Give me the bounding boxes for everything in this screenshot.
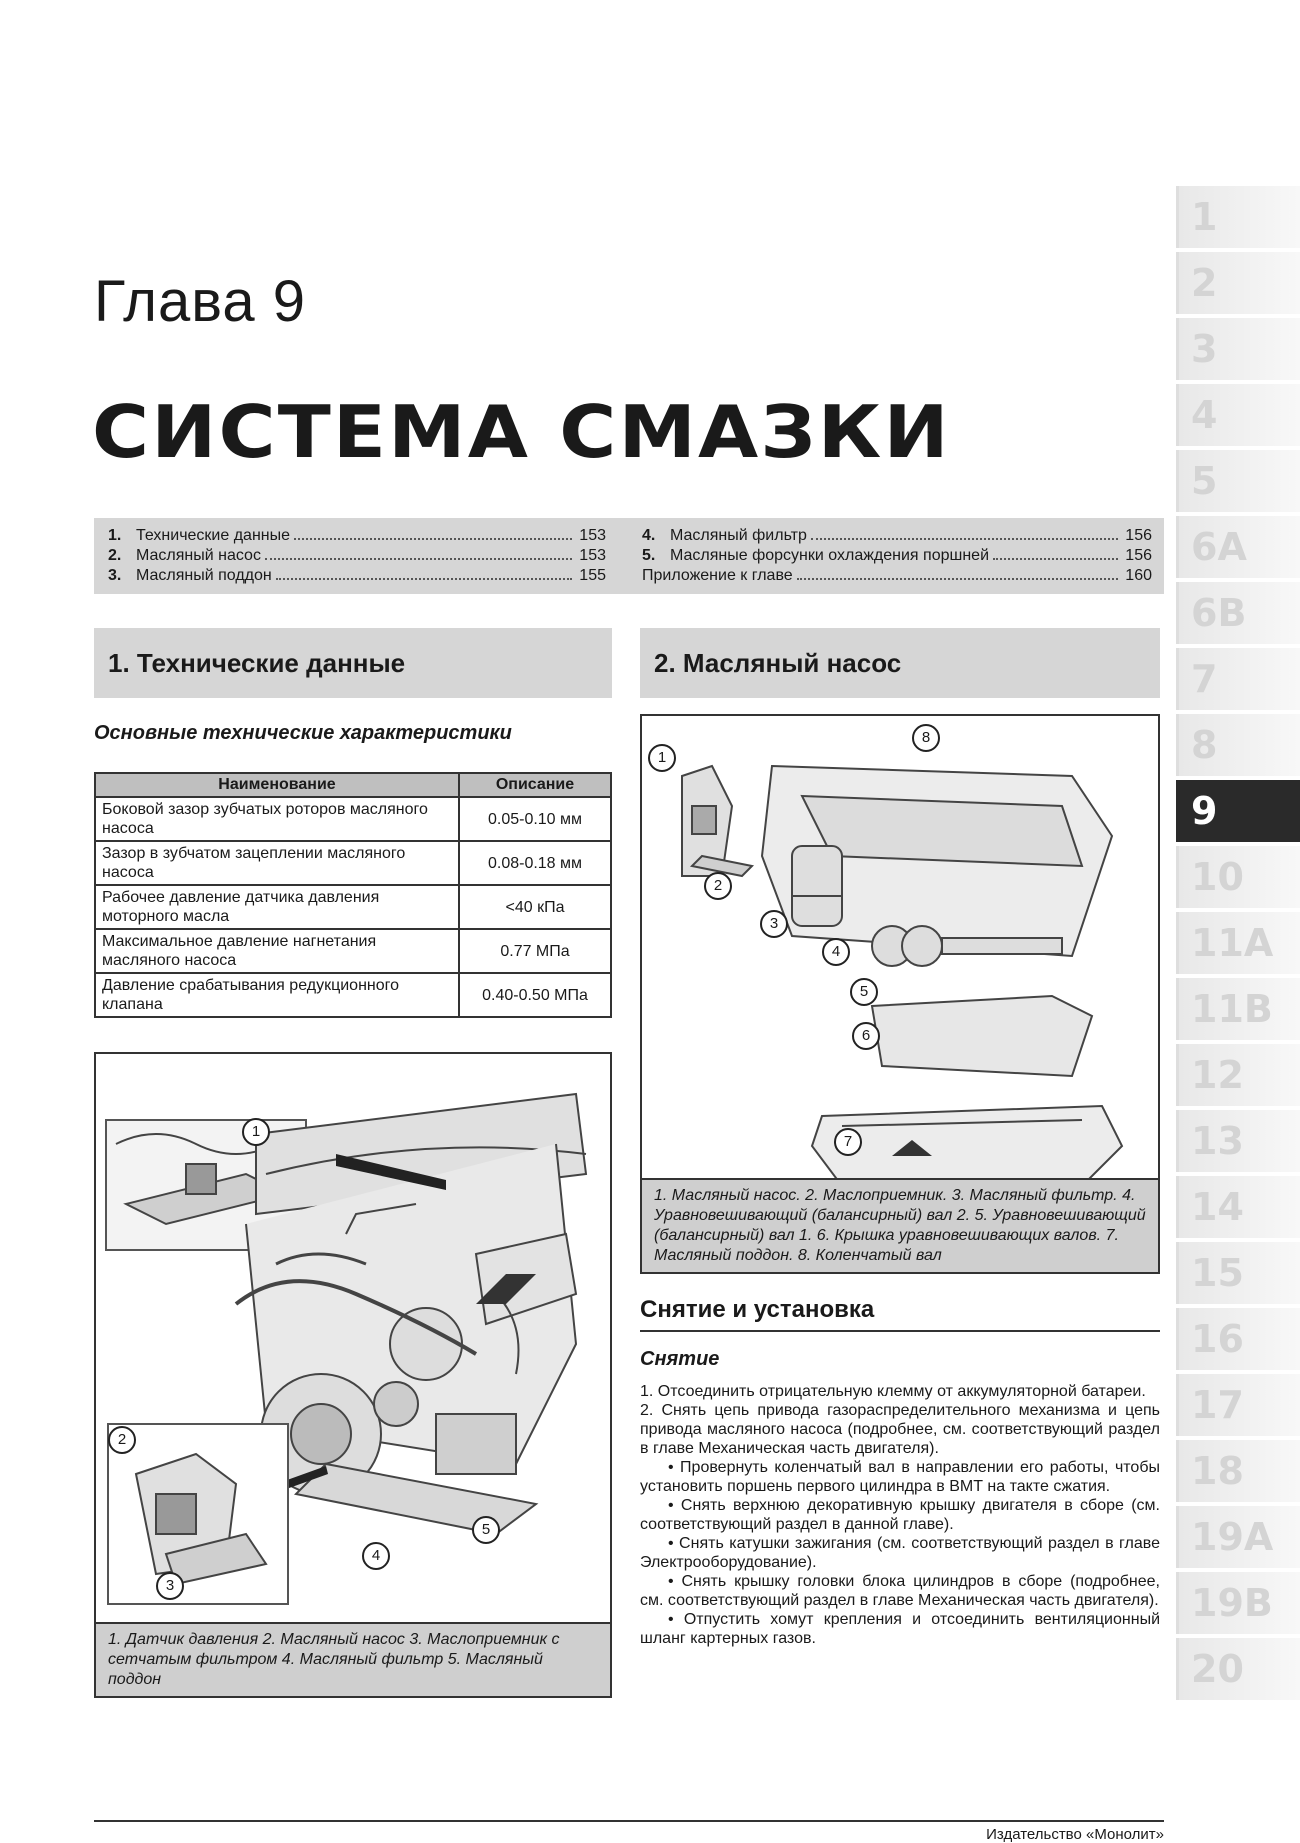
chapter-tab-18[interactable]: 18	[1176, 1440, 1300, 1502]
toc-text: Масляный фильтр	[670, 527, 807, 544]
bullet-paragraph: • Отпустить хомут крепления и отсоединить вентиляционный шланг картерных газов.	[640, 1611, 1160, 1647]
callout: 8	[912, 724, 940, 752]
engine-figure-caption: 1. Датчик давления 2. Масляный насос 3. Маслоприемник с сетчатым фильтром 4. Масляный фильтр 5. Масляный поддон	[96, 1622, 610, 1696]
chapter-tab-11a[interactable]: 11A	[1176, 912, 1300, 974]
oil-pump-illustration	[642, 716, 1158, 1186]
callout: 4	[362, 1542, 390, 1570]
section-2-heading: 2. Масляный насос	[640, 628, 1160, 698]
oil-pump-figure	[640, 714, 1160, 1274]
callout: 4	[822, 938, 850, 966]
param-value: 0.40-0.50 МПа	[459, 973, 611, 1017]
toc-page: 153	[579, 527, 606, 544]
toc-leader	[993, 546, 1118, 560]
bullet-paragraph: • Снять катушки зажигания (см. соответствующий раздел в главе Электрооборудование).	[640, 1535, 1160, 1571]
chapter-tab-19b[interactable]: 19B	[1176, 1572, 1300, 1634]
chapter-tab-20[interactable]: 20	[1176, 1638, 1300, 1700]
removal-installation-heading: Снятие и установка	[640, 1296, 1160, 1332]
table-header: Наименование	[95, 773, 459, 797]
param-name: Боковой зазор зубчатых роторов масляного насоса	[95, 797, 459, 841]
publisher-footer: Издательство «Монолит»	[986, 1826, 1164, 1843]
callout: 2	[704, 872, 732, 900]
toc-leader	[294, 526, 572, 540]
step-paragraph: 2. Снять цепь привода газораспределительного механизма и цепь привода масляного насоса (подробнее, см. соответствующий раздел в главе Механическая часть двигателя).	[640, 1402, 1160, 1457]
chapter-tab-19a[interactable]: 19A	[1176, 1506, 1300, 1568]
param-value: 0.08-0.18 мм	[459, 841, 611, 885]
spec-subheading: Основные технические характеристики	[94, 722, 512, 744]
toc-number: 3.	[108, 567, 122, 584]
chapter-tab-10[interactable]: 10	[1176, 846, 1300, 908]
callout: 5	[850, 978, 878, 1006]
callout: 7	[834, 1128, 862, 1156]
toc-leader	[276, 566, 572, 580]
chapter-label: Глава 9	[94, 269, 307, 334]
toc-entry[interactable]	[642, 526, 1152, 546]
chapter-tab-5[interactable]: 5	[1176, 450, 1300, 512]
bullet-paragraph: • Снять крышку головки блока цилиндров в сборе (подробнее, см. соответствующий раздел в главе Механическая часть двигателя).	[640, 1573, 1160, 1609]
removal-subheading: Снятие	[640, 1348, 720, 1370]
section-1-heading: 1. Технические данные	[94, 628, 612, 698]
toc-number: 4.	[642, 527, 656, 544]
toc-entry[interactable]	[108, 566, 606, 586]
removal-steps	[640, 1382, 1160, 1648]
page-title: СИСТЕМА СМАЗКИ	[92, 390, 951, 474]
bullet-paragraph: • Провернуть коленчатый вал в направлении его работы, чтобы установить поршень первого цилиндра в ВМТ на такте сжатия.	[640, 1459, 1160, 1495]
param-value: 0.77 МПа	[459, 929, 611, 973]
chapter-tab-6b[interactable]: 6B	[1176, 582, 1300, 644]
table-row	[95, 797, 611, 841]
engine-illustration	[96, 1054, 610, 1614]
chapter-tab-14[interactable]: 14	[1176, 1176, 1300, 1238]
toc-leader	[265, 546, 572, 560]
toc-page: 156	[1125, 527, 1152, 544]
toc-number: 2.	[108, 547, 122, 564]
toc-page: 155	[579, 567, 606, 584]
chapter-tab-2[interactable]: 2	[1176, 252, 1300, 314]
chapter-tab-3[interactable]: 3	[1176, 318, 1300, 380]
toc-number: 5.	[642, 547, 656, 564]
table-header: Описание	[459, 773, 611, 797]
chapter-tab-15[interactable]: 15	[1176, 1242, 1300, 1304]
callout: 1	[648, 744, 676, 772]
toc-text: Приложение к главе	[642, 567, 793, 584]
chapter-tab-6a[interactable]: 6A	[1176, 516, 1300, 578]
chapter-tab-7[interactable]: 7	[1176, 648, 1300, 710]
toc-leader	[811, 526, 1118, 540]
table-of-contents	[94, 518, 1164, 594]
callout: 5	[472, 1516, 500, 1544]
param-name: Максимальное давление нагнетания масляного насоса	[95, 929, 459, 973]
chapter-tab-4[interactable]: 4	[1176, 384, 1300, 446]
chapter-tab-16[interactable]: 16	[1176, 1308, 1300, 1370]
param-value: <40 кПа	[459, 885, 611, 929]
chapter-tab-13[interactable]: 13	[1176, 1110, 1300, 1172]
spec-table	[94, 772, 612, 1018]
footer-divider	[94, 1820, 1164, 1822]
engine-figure	[94, 1052, 612, 1698]
oil-pump-figure-caption: 1. Масляный насос. 2. Маслоприемник. 3. Масляный фильтр. 4. Уравновешивающий (балансирный) вал 2. 5. Уравновешивающий (балансирный) вал 1. 6. Крышка уравновешивающих валов. 7. Масляный поддон. 8. Коленчатый вал	[642, 1178, 1158, 1272]
step-paragraph: 1. Отсоединить отрицательную клемму от аккумуляторной батареи.	[640, 1383, 1146, 1400]
toc-page: 153	[579, 547, 606, 564]
table-row	[95, 885, 611, 929]
param-name: Рабочее давление датчика давления моторного масла	[95, 885, 459, 929]
bullet-paragraph: • Снять верхнюю декоративную крышку двигателя в сборе (см. соответствующий раздел в данной главе).	[640, 1497, 1160, 1533]
param-value: 0.05-0.10 мм	[459, 797, 611, 841]
table-row	[95, 973, 611, 1017]
toc-number: 1.	[108, 527, 122, 544]
table-row	[95, 929, 611, 973]
chapter-tab-9[interactable]: 9	[1176, 780, 1300, 842]
toc-text: Технические данные	[136, 527, 291, 544]
toc-text: Масляные форсунки охлаждения поршней	[670, 547, 990, 564]
callout: 1	[242, 1118, 270, 1146]
chapter-tab-11b[interactable]: 11B	[1176, 978, 1300, 1040]
callout: 3	[156, 1572, 184, 1600]
table-row	[95, 841, 611, 885]
chapter-tab-12[interactable]: 12	[1176, 1044, 1300, 1106]
toc-text: Масляный поддон	[136, 567, 272, 584]
toc-page: 160	[1125, 567, 1152, 584]
toc-entry[interactable]	[108, 526, 606, 546]
chapter-tab-8[interactable]: 8	[1176, 714, 1300, 776]
chapter-tab-1[interactable]: 1	[1176, 186, 1300, 248]
chapter-tab-17[interactable]: 17	[1176, 1374, 1300, 1436]
toc-text: Масляный насос	[136, 547, 261, 564]
callout: 6	[852, 1022, 880, 1050]
param-name: Давление срабатывания редукционного клапана	[95, 973, 459, 1017]
param-name: Зазор в зубчатом зацеплении масляного насоса	[95, 841, 459, 885]
chapter-tabs	[1176, 186, 1300, 1704]
callout: 3	[760, 910, 788, 938]
toc-entry[interactable]	[642, 546, 1152, 566]
toc-leader	[797, 566, 1118, 580]
toc-page: 156	[1125, 547, 1152, 564]
toc-entry[interactable]	[642, 566, 1152, 586]
toc-entry[interactable]	[108, 546, 606, 566]
callout: 2	[108, 1426, 136, 1454]
